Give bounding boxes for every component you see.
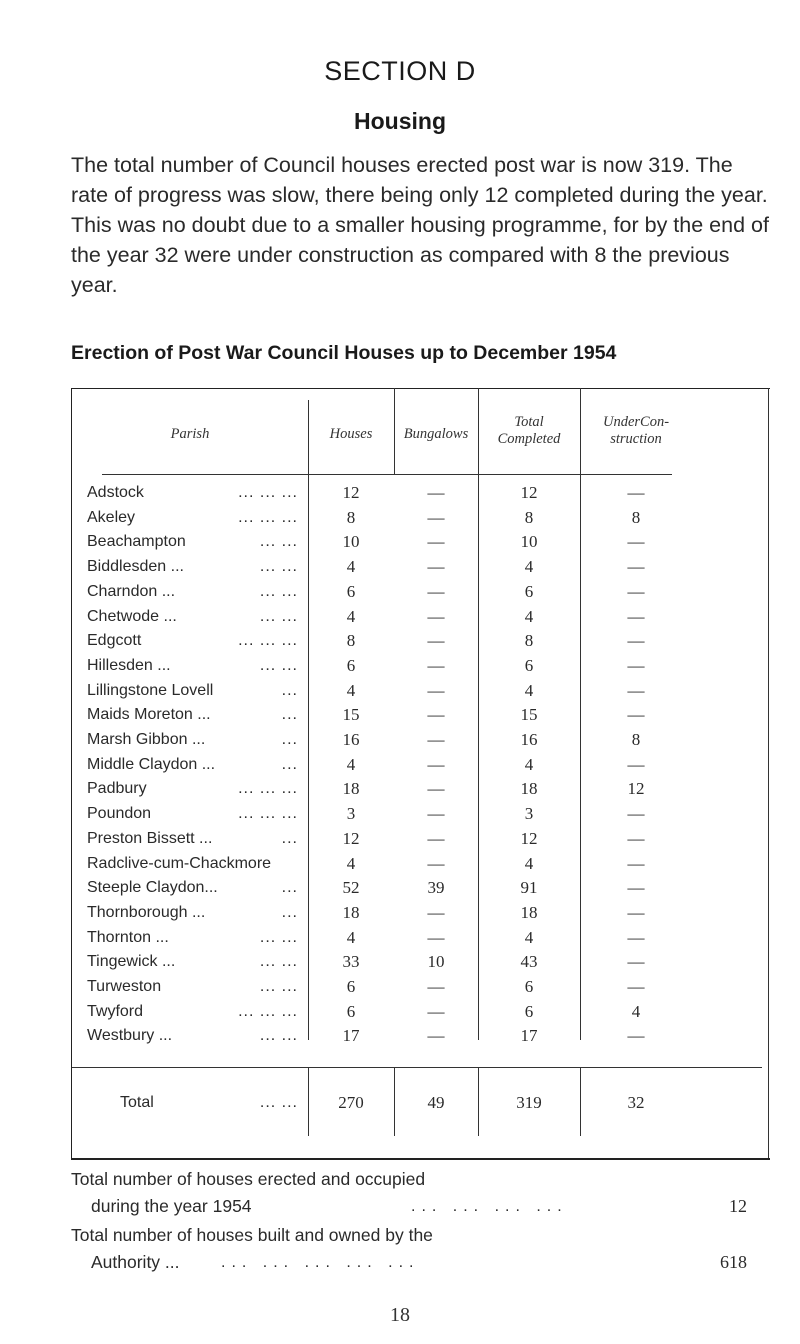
bungalows-cell: 10	[427, 952, 445, 972]
leader-dots: ... ... ...	[238, 508, 298, 526]
under-construction-cell: —	[627, 1026, 645, 1046]
header-total-completed: Total Completed	[497, 414, 561, 447]
table-row	[72, 853, 770, 876]
bungalows-cell: —	[427, 828, 445, 848]
footer-line-2-value: 618	[720, 1252, 747, 1272]
bungalows-cell: —	[427, 631, 445, 651]
under-construction-cell: —	[627, 754, 645, 774]
total-completed-cell: 17	[520, 1026, 538, 1046]
total-completed-cell: 4	[524, 853, 534, 873]
table-row	[72, 531, 770, 554]
leader-dots: ...	[281, 755, 298, 773]
section-title: SECTION D	[324, 56, 476, 86]
table-row	[72, 828, 770, 851]
houses-cell: 12	[342, 828, 360, 848]
under-construction-cell: 8	[631, 730, 641, 749]
under-construction-cell: —	[627, 631, 645, 651]
bungalows-cell: —	[427, 1026, 445, 1046]
header-houses: Houses	[329, 426, 373, 442]
under-construction-cell: 4	[631, 1001, 641, 1021]
housing-table	[71, 388, 770, 1160]
under-construction-cell: —	[627, 655, 645, 675]
under-construction-cell: —	[627, 902, 645, 922]
total-completed-cell: 4	[524, 680, 534, 700]
leader-dots: ... ...	[259, 558, 298, 576]
bungalows-cell: —	[427, 606, 445, 626]
houses-cell: 18	[342, 902, 360, 922]
bungalows-cell: —	[427, 977, 445, 996]
table-row	[72, 877, 770, 900]
total-completed-cell: 18	[520, 779, 538, 799]
leader-dots: ... ... ...	[238, 632, 298, 650]
total-rule	[72, 1067, 762, 1068]
houses-cell: 8	[346, 631, 356, 651]
under-construction-cell: 12	[627, 779, 645, 799]
table-row	[72, 902, 770, 925]
parish-cell: Beachampton	[87, 533, 186, 551]
houses-cell: 6	[346, 977, 356, 996]
houses-cell: 16	[342, 730, 360, 749]
bungalows-cell: —	[427, 804, 445, 824]
parish-cell: Thornton ...	[87, 928, 169, 946]
under-construction-cell: —	[627, 927, 645, 947]
table-total-row	[72, 1083, 770, 1123]
bungalows-cell: —	[427, 1001, 445, 1021]
header-rule	[102, 474, 672, 475]
parish-cell: Westbury ...	[87, 1027, 173, 1045]
total-under-construction: 32	[627, 1093, 645, 1112]
bungalows-cell: —	[427, 927, 445, 947]
houses-cell: 10	[342, 532, 360, 552]
table-row	[72, 927, 770, 950]
parish-cell: Marsh Gibbon ...	[87, 731, 206, 748]
bungalows-cell: —	[427, 853, 445, 873]
under-construction-cell: —	[627, 581, 645, 601]
leader-dots: ... ...	[259, 978, 298, 995]
total-completed-cell: 4	[524, 754, 534, 774]
total-completed: 319	[516, 1093, 542, 1112]
intro-paragraph: The total number of Council houses erected post war is now 319. The rate of progress was slow, there being only 12 completed during the year. This was no doubt due to a smaller housing programme, for by the end of the year 32 were under construction as compared with 8 the previous year.	[71, 153, 769, 297]
table-row	[72, 778, 770, 801]
houses-cell: 15	[342, 705, 360, 725]
parish-cell: Biddlesden ...	[87, 558, 184, 576]
table-row	[72, 803, 770, 826]
total-completed-cell: 10	[520, 532, 538, 552]
table-row	[72, 482, 770, 505]
sub-title: Housing	[354, 108, 446, 134]
footer-line-1-dots: ... ... ... ...	[411, 1198, 568, 1215]
under-construction-cell: —	[627, 878, 645, 898]
under-construction-cell: —	[627, 680, 645, 700]
footer-line-1	[71, 1166, 771, 1220]
houses-cell: 18	[342, 779, 360, 799]
total-completed-cell: 12	[520, 483, 538, 502]
total-completed-cell: 6	[524, 1001, 534, 1021]
leader-dots: ... ... ...	[238, 780, 298, 798]
houses-cell: 4	[346, 606, 356, 626]
parish-cell: Chetwode ...	[87, 607, 177, 625]
table-heading: Erection of Post War Council Houses up to December 1954	[71, 342, 617, 364]
houses-cell: 4	[346, 927, 356, 947]
leader-dots: ... ...	[259, 928, 298, 946]
total-completed-cell: 4	[524, 557, 534, 577]
parish-cell: Preston Bissett ...	[87, 829, 213, 847]
houses-cell: 4	[346, 557, 356, 577]
col-divider-under	[580, 388, 581, 474]
bungalows-cell: —	[427, 730, 445, 749]
table-row	[72, 606, 770, 629]
parish-cell: Charndon ...	[87, 582, 176, 600]
houses-cell: 4	[346, 754, 356, 774]
header-under-construction: UnderCon- struction	[602, 414, 670, 447]
table-row	[72, 1001, 770, 1024]
parish-cell: Twyford	[87, 1002, 144, 1020]
houses-cell: 4	[346, 680, 356, 700]
houses-cell: 6	[346, 655, 356, 675]
total-bungalows: 49	[427, 1093, 445, 1112]
bungalows-cell: —	[427, 680, 445, 700]
table-row	[72, 630, 770, 653]
footer-line-1-text-b	[71, 1193, 771, 1220]
footer-line-2	[71, 1222, 771, 1276]
houses-cell: 52	[342, 878, 360, 898]
header-bungalows: Bungalows	[403, 426, 469, 442]
parish-cell: Thornborough ...	[87, 903, 206, 921]
bungalows-cell: —	[427, 483, 445, 502]
table-row	[72, 655, 770, 678]
parish-cell: Poundon	[87, 805, 152, 823]
total-completed-cell: 15	[520, 705, 538, 725]
leader-dots: ...	[281, 731, 298, 748]
bungalows-cell: —	[427, 507, 445, 527]
houses-cell: 17	[342, 1026, 360, 1046]
under-construction-cell: —	[627, 557, 645, 577]
bungalows-cell: 39	[427, 878, 445, 898]
total-leader-dots: ... ...	[259, 1094, 298, 1111]
bungalows-cell: —	[427, 779, 445, 799]
under-construction-cell: —	[627, 606, 645, 626]
total-completed-cell: 16	[520, 730, 538, 749]
under-construction-cell: 8	[631, 507, 641, 527]
parish-cell: Lillingstone Lovell	[87, 681, 214, 699]
parish-cell: Maids Moreton ...	[87, 706, 211, 724]
footer-line-1-label: during the year 1954	[91, 1196, 252, 1216]
leader-dots: ...	[281, 879, 298, 897]
leader-dots: ... ... ...	[238, 805, 298, 823]
total-completed-cell: 4	[524, 927, 534, 947]
total-completed-cell: 18	[520, 902, 538, 922]
bungalows-cell: —	[427, 557, 445, 577]
table-row	[72, 976, 770, 999]
bungalows-cell: —	[427, 902, 445, 922]
table-row	[72, 507, 770, 530]
table-row	[72, 581, 770, 604]
houses-cell: 8	[346, 507, 356, 527]
table-row	[72, 1025, 770, 1048]
total-completed-cell: 12	[520, 828, 538, 848]
leader-dots: ... ... ...	[238, 1002, 298, 1020]
leader-dots: ...	[281, 681, 298, 699]
leader-dots: ... ... ...	[238, 484, 298, 501]
footer-line-1-value: 12	[729, 1196, 747, 1216]
parish-cell: Tingewick ...	[87, 953, 176, 971]
bungalows-cell: —	[427, 705, 445, 725]
footer-line-1-text-a: Total number of houses erected and occupied	[71, 1169, 426, 1189]
bungalows-cell: —	[427, 532, 445, 552]
parish-cell: Turweston	[87, 978, 162, 995]
parish-cell: Edgcott	[87, 632, 142, 650]
under-construction-cell: —	[627, 705, 645, 725]
leader-dots: ... ...	[259, 953, 298, 971]
total-completed-cell: 91	[520, 878, 538, 898]
under-construction-cell: —	[627, 977, 645, 996]
under-construction-cell: —	[627, 483, 645, 502]
table-row	[72, 729, 770, 752]
table-row	[72, 680, 770, 703]
total-completed-cell: 3	[524, 804, 534, 824]
footer-line-2-dots: ... ... ... ... ...	[221, 1254, 420, 1271]
total-completed-cell: 8	[524, 507, 534, 527]
table-row	[72, 556, 770, 579]
parish-cell: Adstock	[87, 484, 144, 501]
houses-cell: 6	[346, 1001, 356, 1021]
leader-dots: ... ...	[259, 1027, 298, 1045]
houses-cell: 12	[342, 483, 360, 502]
parish-cell: Steeple Claydon...	[87, 879, 218, 897]
houses-cell: 4	[346, 853, 356, 873]
houses-cell: 33	[342, 952, 360, 972]
footer-line-2-text-b	[71, 1249, 771, 1276]
table-row	[72, 754, 770, 777]
parish-cell: Akeley	[87, 508, 136, 526]
total-completed-cell: 43	[520, 952, 538, 972]
houses-cell: 6	[346, 581, 356, 601]
under-construction-cell: —	[627, 532, 645, 552]
footer-line-2-label: Authority ...	[91, 1252, 180, 1272]
bungalows-cell: —	[427, 581, 445, 601]
page-number: 18	[390, 1304, 410, 1326]
leader-dots: ...	[281, 903, 298, 921]
table-row	[72, 704, 770, 727]
houses-cell: 3	[346, 804, 356, 824]
leader-dots: ... ...	[259, 607, 298, 625]
table-top-rule	[72, 388, 770, 389]
table-row	[72, 951, 770, 974]
leader-dots: ...	[281, 829, 298, 847]
under-construction-cell: —	[627, 828, 645, 848]
header-parish: Parish	[170, 426, 210, 442]
footer-line-2-text-a: Total number of houses built and owned by the	[71, 1225, 433, 1245]
parish-cell: Padbury	[87, 780, 147, 798]
parish-cell: Middle Claydon ...	[87, 755, 216, 773]
parish-cell: Radclive-cum-Chackmore	[87, 854, 272, 872]
total-label: Total	[120, 1094, 154, 1111]
leader-dots: ... ...	[259, 582, 298, 600]
total-completed-cell: 6	[524, 977, 534, 996]
total-completed-cell: 4	[524, 606, 534, 626]
total-completed-cell: 6	[524, 655, 534, 675]
bungalows-cell: —	[427, 655, 445, 675]
leader-dots: ...	[281, 706, 298, 724]
under-construction-cell: —	[627, 853, 645, 873]
bungalows-cell: —	[427, 754, 445, 774]
total-houses: 270	[338, 1093, 364, 1112]
total-completed-cell: 6	[524, 581, 534, 601]
leader-dots: ... ...	[259, 656, 298, 674]
total-completed-cell: 8	[524, 631, 534, 651]
under-construction-cell: —	[627, 952, 645, 972]
under-construction-cell: —	[627, 804, 645, 824]
parish-cell: Hillesden ...	[87, 656, 171, 674]
leader-dots: ... ...	[259, 533, 298, 551]
